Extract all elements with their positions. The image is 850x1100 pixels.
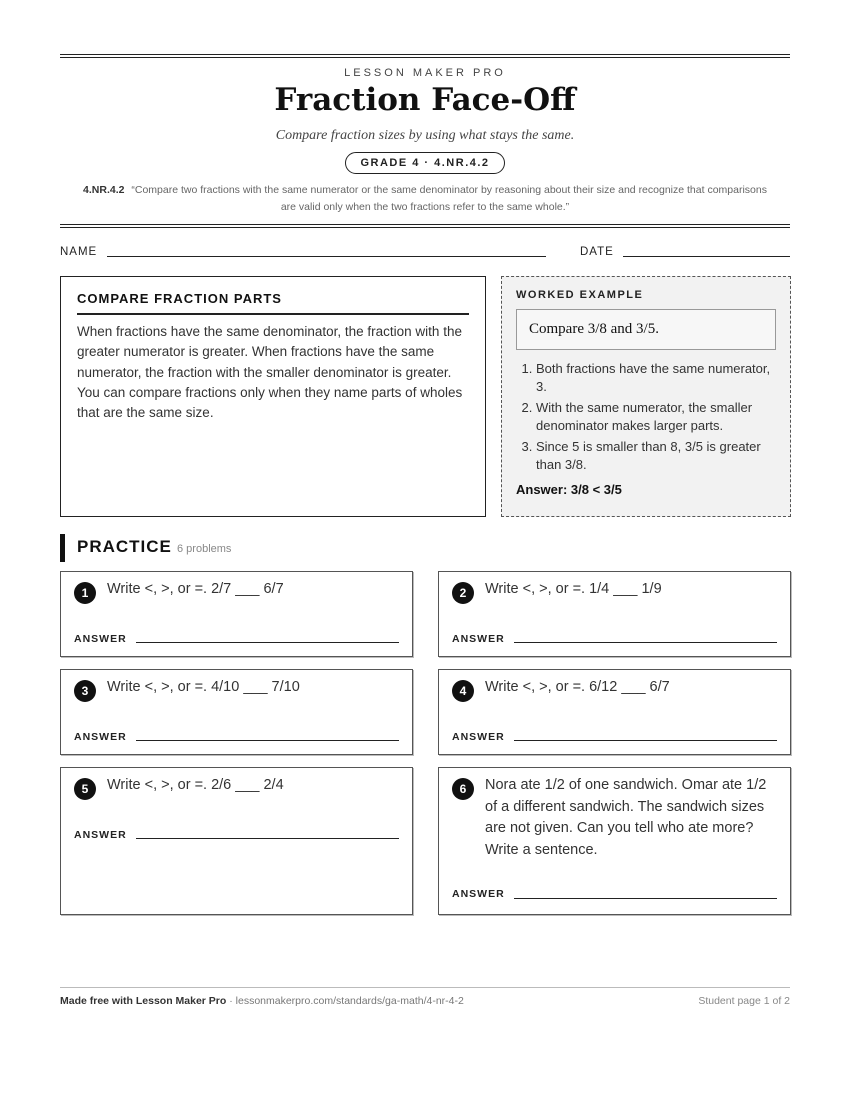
worked-step: 3. Since 5 is smaller than 8, 3/5 is greater than 3/8. (536, 438, 776, 474)
problem-number: 3 (74, 680, 96, 702)
practice-count: 6 problems (177, 543, 232, 555)
problem-card-6 (438, 767, 791, 915)
footer-credit (60, 995, 464, 1007)
problem-card-1 (60, 571, 413, 657)
answer-line-2[interactable] (514, 642, 777, 643)
answer-label: ANSWER (452, 633, 505, 645)
problem-text: Write <, >, or =. 6/12 ___ 6/7 (485, 679, 670, 695)
answer-line-5[interactable] (136, 838, 399, 839)
problem-text: Write <, >, or =. 1/4 ___ 1/9 (485, 581, 662, 597)
problem-number: 2 (452, 582, 474, 604)
problem-card-3 (60, 669, 413, 755)
problem-card-4 (438, 669, 791, 755)
page-subtitle: Compare fraction sizes by using what stays the same. (275, 128, 575, 143)
problem-card-5 (60, 767, 413, 915)
worked-example-steps (516, 360, 776, 474)
answer-label: ANSWER (74, 633, 127, 645)
worked-example-title: WORKED EXAMPLE (516, 289, 644, 301)
brand-name: LESSON MAKER PRO (344, 67, 506, 79)
grade-badge: GRADE 4 · 4.NR.4.2 (345, 152, 504, 174)
problem-card-2 (438, 571, 791, 657)
concept-title: COMPARE FRACTION PARTS (77, 291, 469, 315)
answer-line-6[interactable] (514, 898, 777, 899)
problem-text: Write <, >, or =. 4/10 ___ 7/10 (107, 679, 300, 695)
answer-label: ANSWER (452, 731, 505, 743)
problem-number: 6 (452, 778, 474, 800)
concept-box (60, 276, 486, 517)
practice-title: PRACTICE (77, 537, 172, 556)
standard-statement (80, 182, 770, 216)
footer-url[interactable]: lessonmakerpro.com/standards/ga-math/4-nr-4-2 (235, 995, 464, 1007)
footer-made-with: Made free with Lesson Maker Pro (60, 995, 227, 1007)
worked-example-answer: Answer: 3/8 < 3/5 (516, 482, 622, 497)
problem-number: 4 (452, 680, 474, 702)
standard-text: “Compare two fractions with the same numerator or the same denominator by reasoning about their size and recognize that comparisons are valid only when the two fractions refer to the same whole.” (131, 184, 767, 213)
answer-line-3[interactable] (136, 740, 399, 741)
concept-body: When fractions have the same denominator, the fraction with the greater numerator is greater. When fractions have the same numerator, the fraction with the smaller denominator is greater. You can compare fractions only when they name parts of wholes that are the same size. (77, 324, 463, 421)
problem-number: 1 (74, 582, 96, 604)
footer-page-number: Student page 1 of 2 (698, 995, 790, 1007)
worked-step: 2. With the same numerator, the smaller denominator makes larger parts. (536, 399, 776, 435)
standard-code: 4.NR.4.2 (83, 184, 125, 196)
practice-accent-bar (60, 534, 65, 562)
date-label: DATE (580, 246, 614, 258)
footer-rule (60, 987, 790, 988)
header-top-rule (60, 54, 790, 58)
worked-step: 1. Both fractions have the same numerator, 3. (536, 360, 776, 396)
answer-label: ANSWER (452, 888, 505, 900)
problem-text: Nora ate 1/2 of one sandwich. Omar ate 1/2 of a different sandwich. The sandwich sizes are not given. Can you tell who ate more? Write a sentence. (485, 777, 767, 858)
date-field[interactable] (623, 256, 790, 257)
problem-text: Write <, >, or =. 2/7 ___ 6/7 (107, 581, 284, 597)
answer-label: ANSWER (74, 829, 127, 841)
header-bottom-rule (60, 224, 790, 228)
problem-text: Write <, >, or =. 2/6 ___ 2/4 (107, 777, 284, 793)
problem-number: 5 (74, 778, 96, 800)
answer-label: ANSWER (74, 731, 127, 743)
answer-line-1[interactable] (136, 642, 399, 643)
worked-example-prompt: Compare 3/8 and 3/5. (516, 309, 776, 350)
name-label: NAME (60, 246, 98, 258)
worked-example-box (501, 276, 791, 517)
answer-line-4[interactable] (514, 740, 777, 741)
name-field[interactable] (107, 256, 546, 257)
page-title: Fraction Face-Off (274, 82, 576, 118)
footer-separator: · (226, 995, 236, 1007)
